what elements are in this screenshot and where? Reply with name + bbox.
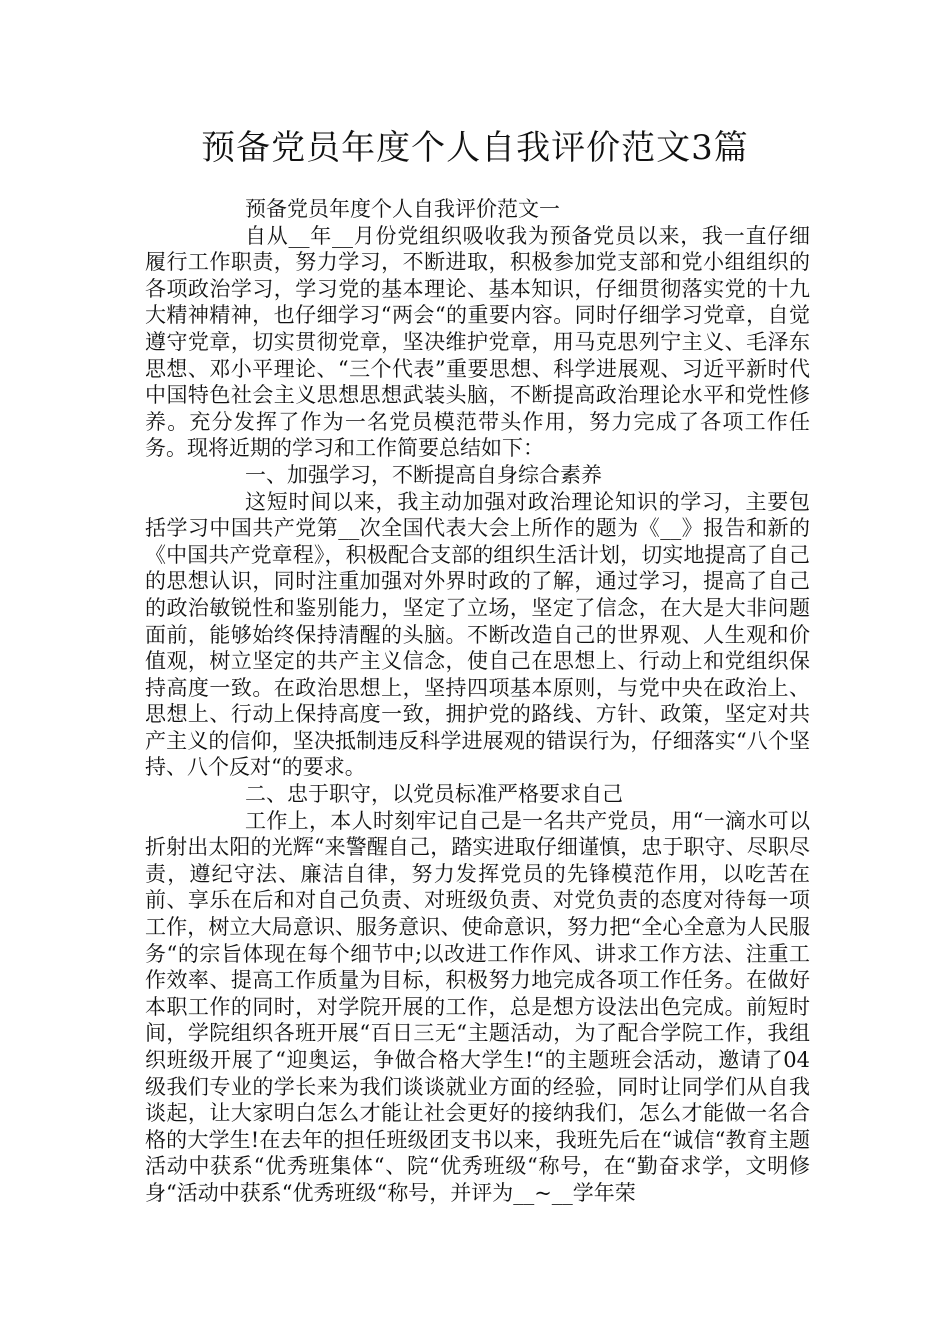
body-paragraph: 自从__年__月份党组织吸收我为预备党员以来，我一直仔细履行工作职责，努力学习，不断进取，积极参加党支部和党小组组织的各项政治学习，学习党的基本理论、基本知识，仔细贯彻落实党的十九大精神精神，也仔细学习“两会“的重要内容。同时仔细学习党章，自觉遵守党章，切实贯彻党章，坚决维护党章，用马克思列宁主义、毛泽东思想、邓小平理论、“三个代表”重要思想、科学进展观、习近平新时代中国特色社会主义思想思想武装头脑，不断提高政治理论水平和党性修养。充分发挥了作为一名党员模范带头作用，努力完成了各项工作任务。现将近期的学习和工作简要总结如下： <box>145 223 810 461</box>
body-paragraph: 工作上，本人时刻牢记自己是一名共产党员，用“一滴水可以折射出太阳的光辉“来警醒自己，踏实进取仔细谨慎，忠于职守、尽职尽责，遵纪守法、廉洁自律，努力发挥党员的先锋模范作用，以吃苦在前、享乐在后和对自己负责、对班级负责、对党负责的态度对待每一项工作，树立大局意识、服务意识、使命意识，努力把“全心全意为人民服务“的宗旨体现在每个细节中;以改进工作作风、讲求工作方法、注重工作效率、提高工作质量为目标，积极努力地完成各项工作任务。在做好本职工作的同时，对学院开展的工作，总是想方设法出色完成。前短时间，学院组织各班开展“百日三无“主题活动，为了配合学院工作，我组织班级开展了“迎奥运，争做合格大学生!“的主题班会活动，邀请了04级我们专业的学长来为我们谈谈就业方面的经验，同时让同学们从自我谈起，让大家明白怎么才能让社会更好的接纳我们，怎么才能做一名合格的大学生!在去年的担任班级团支书以来，我班先后在“诚信“教育主题活动中获系“优秀班集体“、院“优秀班级“称号，在“勤奋求学，文明修身“活动中获系“优秀班级“称号，并评为__~__学年荣 <box>145 808 810 1205</box>
body-paragraph: 这短时间以来，我主动加强对政治理论知识的学习，主要包括学习中国共产党第__次全国代表大会上所作的题为《__》报告和新的《中国共产党章程》，积极配合支部的组织生活计划，切实地提高了自己的思想认识，同时注重加强对外界时政的了解，通过学习，提高了自己的政治敏锐性和鉴别能力，坚定了立场，坚定了信念，在大是大非问题面前，能够始终保持清醒的头脑。不断改造自己的世界观、人生观和价值观，树立坚定的共产主义信念，使自己在思想上、行动上和党组织保持高度一致。在政治思想上，坚持四项基本原则，与党中央在政治上、思想上、行动上保持高度一致，拥护党的路线、方针、政策，坚定对共产主义的信仰，坚决抵制违反科学进展观的错误行为，仔细落实“八个坚持、八个反对“的要求。 <box>145 489 810 780</box>
section-heading: 一、加强学习，不断提高自身综合素养 <box>245 462 602 487</box>
section-heading: 二、忠于职守，以党员标准严格要求自己 <box>245 782 623 807</box>
document-title: 预备党员年度个人自我评价范文3篇 <box>201 128 749 168</box>
document-body <box>145 196 810 1207</box>
section-subtitle: 预备党员年度个人自我评价范文一 <box>245 197 560 221</box>
